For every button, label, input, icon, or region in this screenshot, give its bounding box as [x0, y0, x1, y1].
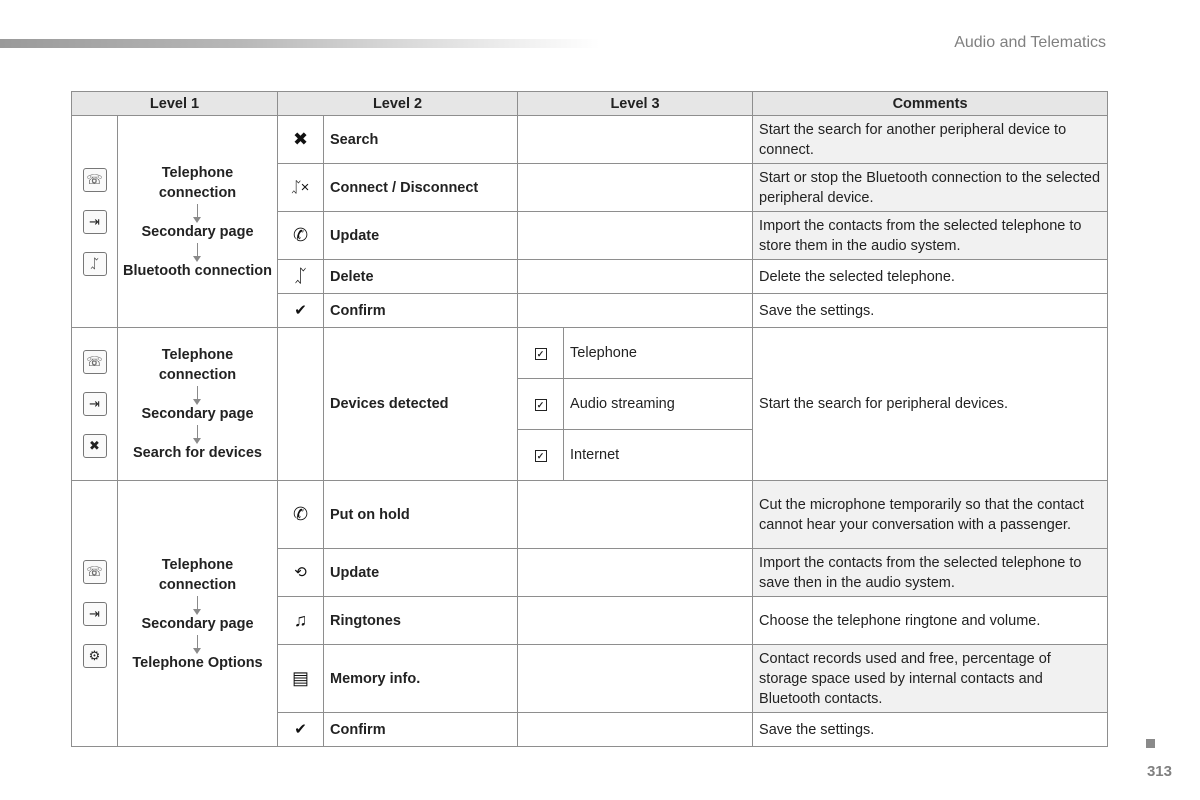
checkbox-checked-icon: ✓: [535, 450, 547, 462]
update-refresh-icon: ⟲: [294, 563, 307, 581]
comment: Import the contacts from the selected telephone to store them in the audio system.: [753, 212, 1108, 260]
level3-empty: [518, 645, 753, 713]
column-header-comments: Comments: [753, 92, 1108, 116]
comment: Start or stop the Bluetooth connection to the selected peripheral device.: [753, 164, 1108, 212]
level3-empty: [518, 260, 753, 294]
confirm-check-icon: ✔: [294, 301, 307, 319]
level3-empty: [518, 549, 753, 597]
checkbox-checked-icon: ✓: [535, 399, 547, 411]
checkbox-checked-icon: ✓: [535, 348, 547, 360]
column-header-level3: Level 3: [518, 92, 753, 116]
level3-empty: [518, 294, 753, 328]
level2-label: Update: [324, 212, 518, 260]
level1-step-bluetooth-connection: Bluetooth connection: [123, 262, 273, 279]
comment: Delete the selected telephone.: [753, 260, 1108, 294]
level3-option: Telephone: [564, 328, 753, 379]
secondary-page-icon: ⇥: [83, 210, 107, 234]
section-title: Audio and Telematics: [954, 34, 1106, 51]
level1-path-cell: [118, 328, 278, 481]
column-header-level2: Level 2: [278, 92, 518, 116]
level1-step-telephone-options: Telephone Options: [132, 654, 263, 671]
page-number: 313: [1146, 763, 1172, 780]
level3-option: Audio streaming: [564, 379, 753, 430]
flow-arrow: [197, 386, 198, 400]
table-row: [72, 328, 1108, 379]
page-corner-mark: [1146, 739, 1155, 748]
level1-icons-cell: [72, 481, 118, 747]
table-row: [72, 481, 1108, 549]
comment: Choose the telephone ringtone and volume.: [753, 597, 1108, 645]
level1-step-secondary-page: Secondary page: [141, 406, 254, 422]
comment: Start the search for another peripheral device to connect.: [753, 116, 1108, 164]
level1-path-cell: [118, 481, 278, 747]
telephone-options-icon: ⚙: [83, 644, 107, 668]
comment: Start the search for peripheral devices.: [753, 328, 1108, 481]
level3-empty: [518, 481, 753, 549]
comment: Save the settings.: [753, 294, 1108, 328]
level2-label: Connect / Disconnect: [324, 164, 518, 212]
header-gradient-bar: [0, 39, 600, 48]
telephone-menu-icon: ☏: [83, 168, 107, 192]
secondary-page-icon: ⇥: [83, 602, 107, 626]
level3-empty: [518, 116, 753, 164]
level2-label: Devices detected: [324, 328, 518, 481]
column-header-level1: Level 1: [72, 92, 278, 116]
level1-icons-cell: [72, 328, 118, 481]
menu-table: [71, 91, 1108, 747]
level1-step-telephone-connection: Telephone connection: [158, 164, 237, 201]
level2-label: Put on hold: [324, 481, 518, 549]
level1-step-search-for-devices: Search for devices: [133, 445, 262, 461]
telephone-menu-icon: ☏: [83, 560, 107, 584]
comment: Save the settings.: [753, 713, 1108, 747]
level3-option: Internet: [564, 430, 753, 481]
flow-arrow: [197, 596, 198, 610]
level2-label: Confirm: [324, 713, 518, 747]
search-device-icon: ✖: [83, 434, 107, 458]
table-header-row: [72, 92, 1108, 116]
comment: Import the contacts from the selected telephone to save then in the audio system.: [753, 549, 1108, 597]
search-device-icon: ✖: [292, 128, 309, 149]
level2-label: Confirm: [324, 294, 518, 328]
level2-label: Ringtones: [324, 597, 518, 645]
comment: Cut the microphone temporarily so that the contact cannot hear your conversation with a passenger.: [753, 481, 1108, 549]
level1-step-telephone-connection: Telephone connection: [158, 347, 237, 383]
level1-icons-cell: [72, 116, 118, 328]
level3-empty: [518, 597, 753, 645]
bluetooth-delete-icon: ᛢ: [295, 265, 306, 286]
comment: Contact records used and free, percentage of storage space used by internal contacts and Bluetooth contacts.: [753, 645, 1108, 713]
level2-icon-empty: [278, 328, 324, 481]
level1-path-cell: [118, 116, 278, 328]
flow-arrow: [197, 243, 198, 257]
level2-label: Search: [324, 116, 518, 164]
flow-arrow: [197, 204, 198, 218]
level2-label: Delete: [324, 260, 518, 294]
level1-step-secondary-page: Secondary page: [141, 615, 254, 632]
level1-step-telephone-connection: Telephone connection: [158, 556, 237, 593]
secondary-page-icon: ⇥: [83, 392, 107, 416]
level2-label: Memory info.: [324, 645, 518, 713]
flow-arrow: [197, 635, 198, 649]
bluetooth-connect-icon: ᛢ×: [291, 178, 310, 196]
ringtones-icon: ♫: [293, 609, 308, 630]
memory-info-icon: ▤: [292, 667, 310, 688]
table-row: [72, 116, 1108, 164]
level2-label: Update: [324, 549, 518, 597]
telephone-menu-icon: ☏: [83, 350, 107, 374]
flow-arrow: [197, 425, 198, 439]
level3-empty: [518, 713, 753, 747]
level3-empty: [518, 164, 753, 212]
confirm-check-icon: ✔: [294, 720, 307, 738]
put-on-hold-icon: ✆: [292, 503, 309, 524]
update-contacts-icon: ✆: [292, 224, 309, 245]
level1-step-secondary-page: Secondary page: [141, 223, 254, 240]
bluetooth-icon: ᛢ: [83, 252, 107, 276]
level3-empty: [518, 212, 753, 260]
